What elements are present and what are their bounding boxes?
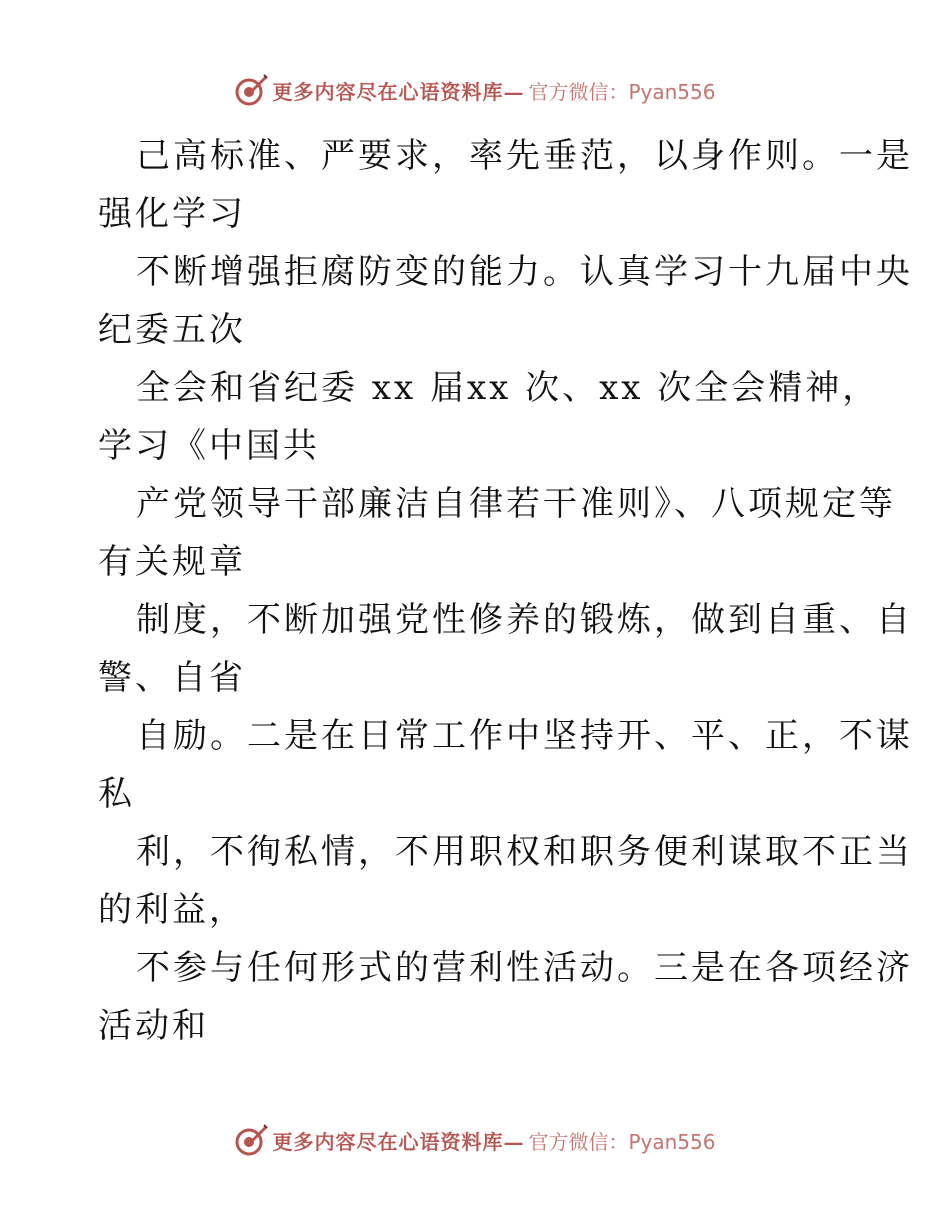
red-pen-circle-icon [234,1123,268,1157]
body-line: 产党领导干部廉洁自律若干准则》、八项规定等 [136,484,896,524]
body-line: 学习《中国共 [98,426,320,466]
body-line: 全会和省纪委 xx 届xx 次、xx 次全会精神， [136,368,880,408]
body-line: 纪委五次 [98,310,246,350]
body-line: 自励。二是在日常工作中坚持开、平、正，不谋 [136,716,913,756]
body-line: 己高标准、严要求，率先垂范，以身作则。一是 [136,136,913,176]
footer-banner [0,1118,950,1162]
body-line: 私 [98,774,135,814]
body-line: 不断增强拒腐防变的能力。认真学习十九届中央 [136,252,913,292]
body-line: 制度，不断加强党性修养的锻炼，做到自重、自 [136,600,913,640]
footer-banner-wechat: 官方微信：Pyan556 [528,1129,716,1154]
body-line: 不参与任何形式的营利性活动。三是在各项经济 [136,948,913,988]
body-line: 有关规章 [98,542,246,582]
header-banner-inner [234,73,715,107]
body-line: 的利益， [98,890,246,930]
body-line: 强化学习 [98,194,246,234]
body-line: 利，不徇私情，不用职权和职务便利谋取不正当 [136,832,913,872]
footer-banner-inner [234,1123,715,1157]
header-banner-wechat: 官方微信：Pyan556 [528,79,716,104]
header-banner [0,68,950,112]
header-banner-text: 更多内容尽在心语资料库— [272,79,525,104]
red-pen-circle-icon [234,73,268,107]
footer-banner-text: 更多内容尽在心语资料库— [272,1129,525,1154]
body-line: 活动和 [98,1006,209,1046]
body-line: 警、自省 [98,658,246,698]
